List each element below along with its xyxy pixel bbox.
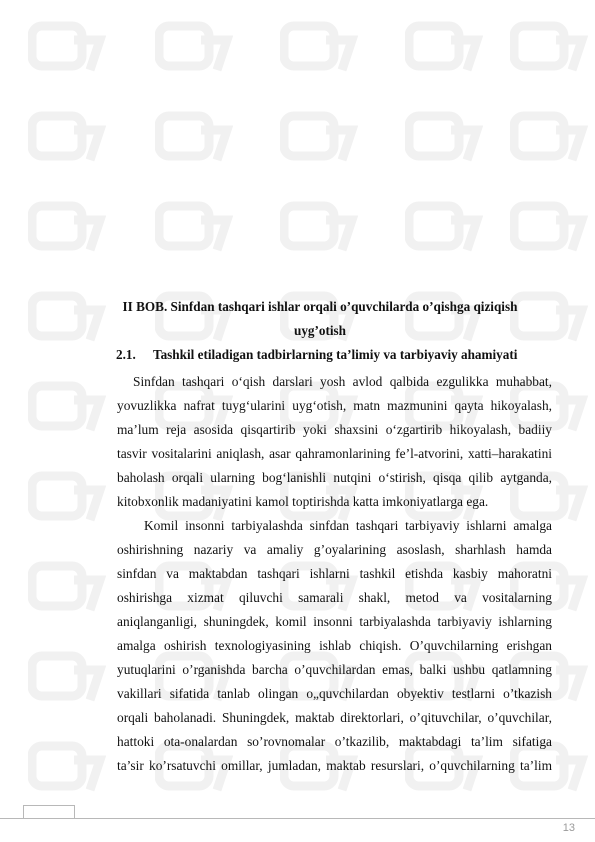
paragraph-line: kitobxonlik madaniyatini kamol toptirishda katta imkoniyatlarga ega. xyxy=(117,494,489,509)
watermark-tile xyxy=(405,20,483,76)
watermark-tile xyxy=(510,110,588,166)
chapter-heading-line1: II BOB. Sinfdan tashqari ishlar orqali o’quvchilarda o’qishga qiziqish xyxy=(122,299,518,314)
section-heading xyxy=(116,346,546,364)
paragraph-2 xyxy=(117,514,552,778)
watermark-tile xyxy=(155,110,233,166)
paragraph-line: oshirishga xizmat qiluvchi samarali shakl, metod va vositalarning xyxy=(117,590,552,605)
watermark-tile xyxy=(280,110,358,166)
section-number: 2.1. xyxy=(116,347,136,362)
watermark-tile xyxy=(28,110,106,166)
paragraph-line: yovuzlikka nafrat tuyg‘ularini uyg‘otish, matn mazmunini qayta hikoyalash, xyxy=(117,398,552,413)
section-title: Tashkil etiladigan tadbirlarning ta’limiy va tarbiyaviy ahamiyati xyxy=(153,347,518,362)
paragraph-1 xyxy=(117,370,552,514)
watermark-tile xyxy=(155,20,233,76)
watermark-tile xyxy=(28,290,106,346)
paragraph-line: Sinfdan tashqari o‘qish darslari yosh avlod qalbida ezgulikka muhabbat, xyxy=(133,374,552,389)
chapter-heading xyxy=(110,295,530,343)
watermark-tile xyxy=(280,200,358,256)
paragraph-line: orqali baholanadi. Shuningdek, maktab direktorlari, o’qituvchilar, o’quvchilar, xyxy=(117,710,552,725)
paragraph-line: ta’sir ko’rsatuvchi omillar, jumladan, maktab resurslari, o’quvchilarning ta’lim xyxy=(117,758,552,773)
watermark-tile xyxy=(405,110,483,166)
watermark-tile xyxy=(510,200,588,256)
footer-divider xyxy=(0,818,595,819)
paragraph-line: vakillari sifatida tanlab olingan o„quvchilardan obyektiv testlarni o’tkazish xyxy=(117,686,552,701)
chapter-heading-line2: uyg’otish xyxy=(293,323,347,338)
footer-tab xyxy=(23,805,75,819)
paragraph-line: tasvir vositalarini aniqlash, asar qahramonlarining fe’l-atvorini, xatti–harakatini xyxy=(117,446,552,461)
watermark-tile xyxy=(28,200,106,256)
paragraph-line: amalga oshirish texnologiyasining ishlab chiqish. O’quvchilarning erishgan xyxy=(117,638,552,653)
watermark-tile xyxy=(155,200,233,256)
watermark-tile xyxy=(28,470,106,526)
watermark-tile xyxy=(405,200,483,256)
paragraph-line: oshirishning nazariy va amaliy g’oyalarining asoslash, sharhlash hamda xyxy=(117,542,552,557)
watermark-tile xyxy=(28,740,106,796)
paragraph-line: ma’lum reja asosida qisqartirib yoki shaxsini o‘zgartirib hikoyalash, badiiy xyxy=(117,422,552,437)
watermark-tile xyxy=(28,20,106,76)
paragraph-line: hattoki ota-onalardan so’rovnomalar o’tkazilib, maktabdagi ta’lim sifatiga xyxy=(117,734,552,749)
watermark-tile xyxy=(28,560,106,616)
page-number: 13 xyxy=(562,822,575,834)
watermark-tile xyxy=(280,20,358,76)
paragraph-line: baholash orqali ularning bog‘lanishli nutqini o‘stirish, qisqa qilib aytganda, xyxy=(117,470,552,485)
watermark-tile xyxy=(510,20,588,76)
watermark-tile xyxy=(28,650,106,706)
watermark-tile xyxy=(28,380,106,436)
paragraph-line: yutuqlarini o’rganishda barcha o’quvchilardan emas, balki ushbu qatlamning xyxy=(117,662,552,677)
paragraph-line: Komil insonni tarbiyalashda sinfdan tashqari tarbiyaviy ishlarni amalga xyxy=(144,518,552,533)
paragraph-line: sinfdan va maktabdan tashqari ishlarni tashkil etishda kasbiy mahoratni xyxy=(117,566,552,581)
paragraph-line: aniqlanganligi, shuningdek, komil insonni tarbiyalashda tarbiyaviy ishlarning xyxy=(117,614,552,629)
